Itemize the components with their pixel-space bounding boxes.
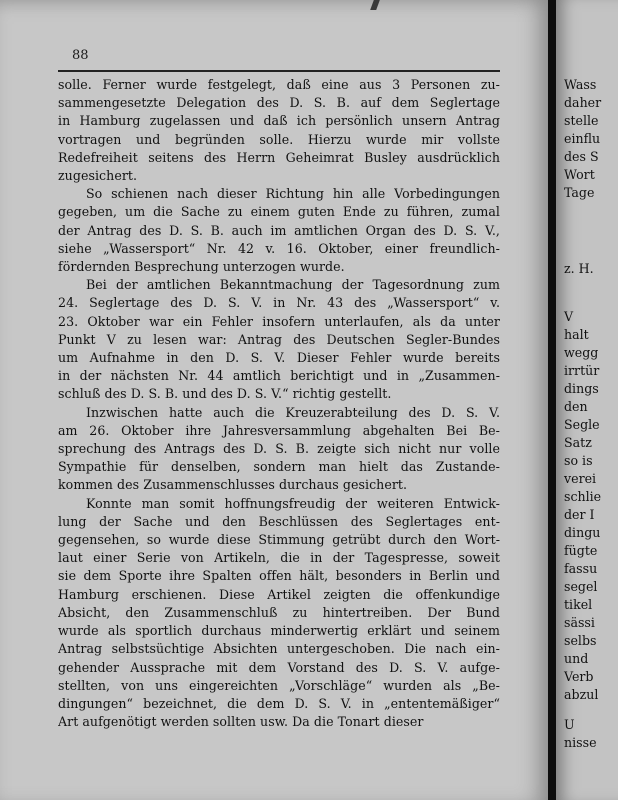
right-page-fragment: Satz — [564, 435, 592, 450]
text-line: sprechung des Antrags des D. S. B. zeigte sich nicht nur volle — [58, 441, 500, 457]
right-page-fragment: z. H. — [564, 261, 594, 276]
text-line: gehender Aussprache mit dem Vorstand des D. S. V. aufge- — [58, 659, 500, 675]
right-page-fragment: irrtür — [564, 363, 600, 378]
text-line: in Hamburg zugelassen und daß ich persönlich unsern Antrag — [58, 113, 500, 129]
right-page-fragment: V — [564, 309, 574, 324]
text-line: gegeben, um die Sache zu einem guten Ende zu führen, zumal — [58, 204, 500, 220]
right-page-fragment: der I — [564, 507, 595, 522]
right-page-fragment: daher — [564, 95, 602, 110]
text-line: laut einer Serie von Artikeln, die in der Tagespresse, soweit — [58, 550, 500, 566]
text-line: dingungen“ bezeichnet, die dem D. S. V. in „ententemäßiger“ — [58, 695, 500, 711]
right-page-fragment: U — [564, 717, 575, 732]
right-page-fragment: dings — [564, 381, 599, 396]
paragraph — [58, 76, 500, 185]
right-page-fragment: tikel — [564, 597, 593, 612]
text-line: am 26. Oktober ihre Jahresversammlung abgehalten Bei Be- — [58, 422, 500, 438]
header-rule — [58, 70, 500, 72]
right-page-fragment: Tage — [564, 185, 595, 200]
right-page-fragment: Wort — [564, 167, 595, 182]
right-page-fragment: schlie — [564, 489, 602, 504]
paragraph — [58, 404, 500, 495]
paragraph — [58, 276, 500, 403]
right-page-fragment: den — [564, 399, 588, 414]
right-page-fragment: abzul — [564, 687, 599, 702]
text-line: Antrag selbstsüchtige Absichten untergeschoben. Die nach ein- — [58, 641, 500, 657]
text-line: Punkt V zu lesen war: Antrag des Deutschen Segler-Bundes — [58, 331, 500, 347]
right-page-fragment: Segle — [564, 417, 600, 432]
right-page — [556, 0, 618, 800]
text-line: Inzwischen hatte auch die Kreuzerabteilung des D. S. V. — [86, 404, 500, 420]
text-line: gegensehen, so wurde diese Stimmung getrübt durch den Wort- — [58, 532, 500, 548]
right-page-fragment: und — [564, 651, 589, 666]
text-line: in der nächsten Nr. 44 amtlich berichtigt und in „Zusammen- — [58, 368, 500, 384]
paragraph — [58, 185, 500, 276]
text-line: Sympathie für denselben, sondern man hielt das Zustande- — [58, 459, 500, 475]
right-page-fragment: segel — [564, 579, 598, 594]
right-page-fragment: so is — [564, 453, 593, 468]
text-line: Hamburg erschienen. Diese Artikel zeigten die offenkundige — [58, 586, 500, 602]
binding-mark — [370, 0, 380, 10]
right-page-fragment: selbs — [564, 633, 597, 648]
text-line: Art aufgenötigt werden sollten usw. Da die Tonart dieser — [58, 714, 424, 730]
right-page-fragment: nisse — [564, 735, 597, 750]
text-line: 23. Oktober war ein Fehler insofern unterlaufen, als da unter — [58, 313, 500, 329]
text-line: schluß des D. S. B. und des D. S. V.“ richtig gestellt. — [58, 386, 392, 402]
text-line: So schienen nach dieser Richtung hin alle Vorbedingungen — [86, 186, 500, 202]
right-page-fragment: verei — [564, 471, 597, 486]
right-page-fragment: fügte — [564, 543, 598, 558]
text-line: Redefreiheit seitens des Herrn Geheimrat Busley ausdrücklich — [58, 149, 500, 165]
right-page-fragment: Verb — [564, 669, 594, 684]
right-page-fragment: fassu — [564, 561, 598, 576]
right-page-fragment: Wass — [564, 77, 597, 92]
text-line: wurde als sportlich durchaus minderwertig erklärt und seinem — [58, 623, 500, 639]
text-line: vortragen und begründen solle. Hierzu wurde mir vollste — [58, 131, 500, 147]
text-line: Bei der amtlichen Bekanntmachung der Tagesordnung zum — [86, 277, 500, 293]
text-line: Absicht, den Zusammenschluß zu hintertreiben. Der Bund — [58, 604, 500, 620]
page-number: 88 — [72, 48, 89, 63]
paragraph — [58, 495, 500, 732]
body-text — [58, 76, 500, 731]
text-line: zugesichert. — [58, 168, 138, 184]
right-page-fragment: dingu — [564, 525, 601, 540]
text-line: um Aufnahme in den D. S. V. Dieser Fehler wurde bereits — [58, 350, 500, 366]
text-line: lung der Sache und den Beschlüssen des Seglertages ent- — [58, 513, 500, 529]
right-page-fragment: wegg — [564, 345, 599, 360]
text-line: fördernden Besprechung unterzogen wurde. — [58, 259, 345, 275]
text-line: Konnte man somit hoffnungsfreudig der weiteren Entwick- — [86, 495, 500, 511]
text-line: stellten, von uns eingereichten „Vorschläge“ wurden als „Be- — [58, 677, 500, 693]
right-page-fragment: des S — [564, 149, 599, 164]
right-page-fragment: halt — [564, 327, 589, 342]
text-line: der Antrag des D. S. B. auch im amtlichen Organ des D. S. V., — [58, 222, 500, 238]
text-line: sammengesetzte Delegation des D. S. B. auf dem Seglertage — [58, 95, 500, 111]
right-page-fragment: einflu — [564, 131, 601, 146]
text-line: siehe „Wassersport“ Nr. 42 v. 16. Oktober, einer freundlich- — [58, 240, 500, 256]
text-line: solle. Ferner wurde festgelegt, daß eine aus 3 Personen zu- — [58, 77, 500, 92]
text-line: kommen des Zusammenschlusses durchaus gesichert. — [58, 477, 408, 493]
text-line: sie dem Sporte ihre Spalten offen hält, besonders in Berlin und — [58, 568, 500, 584]
right-page-fragment: stelle — [564, 113, 599, 128]
right-page-fragment: sässi — [564, 615, 595, 630]
text-line: 24. Seglertage des D. S. V. in Nr. 43 des „Wassersport“ v. — [58, 295, 500, 311]
